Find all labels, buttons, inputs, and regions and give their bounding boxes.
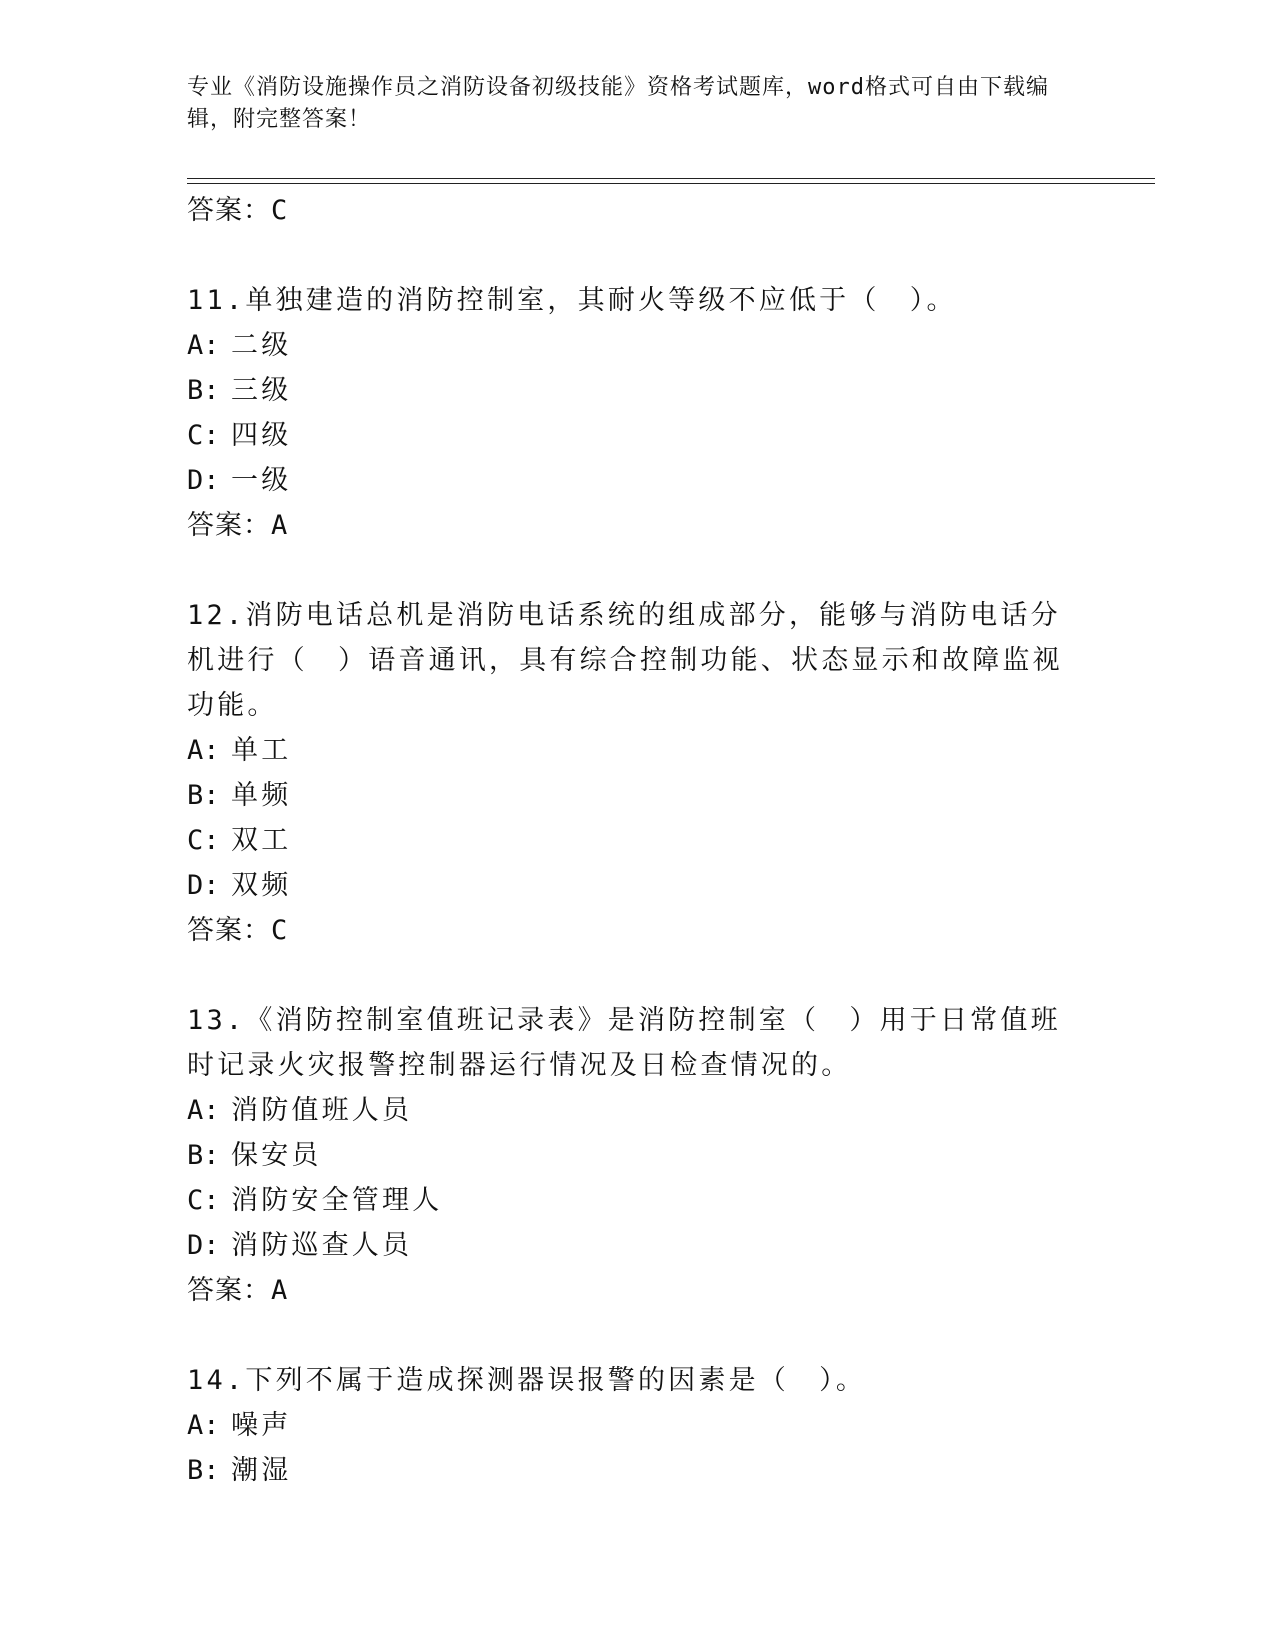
option-c (187, 818, 1087, 863)
option-c (187, 1178, 1087, 1223)
option-text: 四级 (231, 420, 292, 451)
question-text: 12.消防电话总机是消防电话系统的组成部分，能够与消防电话分机进行（ ）语音通讯，具有综合控制功能、状态显示和故障监视功能。 (187, 600, 1063, 721)
option-key: B: (187, 780, 220, 811)
question-text: 11.单独建造的消防控制室，其耐火等级不应低于（ ）。 (187, 285, 957, 316)
header-divider (187, 178, 1155, 184)
option-key: A: (187, 735, 220, 766)
option-text: 一级 (231, 465, 292, 496)
option-text: 双频 (231, 870, 292, 901)
answer-label: 答案： (187, 510, 271, 541)
option-a (187, 1403, 1087, 1448)
answer-line (187, 503, 1087, 549)
option-text: 消防值班人员 (231, 1095, 413, 1126)
option-b (187, 1448, 1087, 1493)
option-text: 单工 (231, 735, 292, 766)
option-key: B: (187, 1140, 220, 1171)
answer-value: A (271, 1275, 289, 1306)
answer-line (187, 1268, 1087, 1314)
option-text: 二级 (231, 330, 292, 361)
option-b (187, 1133, 1087, 1178)
answer-label: 答案： (187, 195, 271, 226)
option-key: C: (187, 825, 220, 856)
answer-line (187, 908, 1087, 954)
option-text: 潮湿 (231, 1455, 292, 1486)
answer-value: A (271, 510, 289, 541)
option-text: 保安员 (231, 1140, 322, 1171)
option-text: 噪声 (231, 1410, 292, 1441)
option-text: 消防巡查人员 (231, 1230, 413, 1261)
option-key: A: (187, 330, 220, 361)
answer-label: 答案： (187, 915, 271, 946)
option-key: B: (187, 375, 220, 406)
option-a (187, 323, 1087, 368)
option-text: 双工 (231, 825, 292, 856)
option-d (187, 1223, 1087, 1268)
answer-label: 答案： (187, 1275, 271, 1306)
option-text: 单频 (231, 780, 292, 811)
option-key: C: (187, 1185, 220, 1216)
option-a (187, 728, 1087, 773)
option-key: C: (187, 420, 220, 451)
answer-value: C (271, 195, 289, 226)
option-key: D: (187, 465, 220, 496)
question-text: 13.《消防控制室值班记录表》是消防控制室（ ）用于日常值班时记录火灾报警控制器运行情况及日检查情况的。 (187, 1005, 1061, 1081)
question-text: 14.下列不属于造成探测器误报警的因素是（ ）。 (187, 1365, 867, 1396)
option-d (187, 863, 1087, 908)
option-b (187, 368, 1087, 413)
answer-value: C (271, 915, 289, 946)
answer-line (187, 188, 1087, 234)
option-key: A: (187, 1095, 220, 1126)
option-d (187, 458, 1087, 503)
option-text: 三级 (231, 375, 292, 406)
option-b (187, 773, 1087, 818)
option-key: B: (187, 1455, 220, 1486)
option-key: D: (187, 1230, 220, 1261)
option-key: D: (187, 870, 220, 901)
option-c (187, 413, 1087, 458)
option-text: 消防安全管理人 (231, 1185, 443, 1216)
option-key: A: (187, 1410, 220, 1441)
document-header: 专业《消防设施操作员之消防设备初级技能》资格考试题库，word格式可自由下载编辑，附完整答案！ (187, 75, 1049, 132)
option-a (187, 1088, 1087, 1133)
question-list (187, 188, 1087, 1493)
